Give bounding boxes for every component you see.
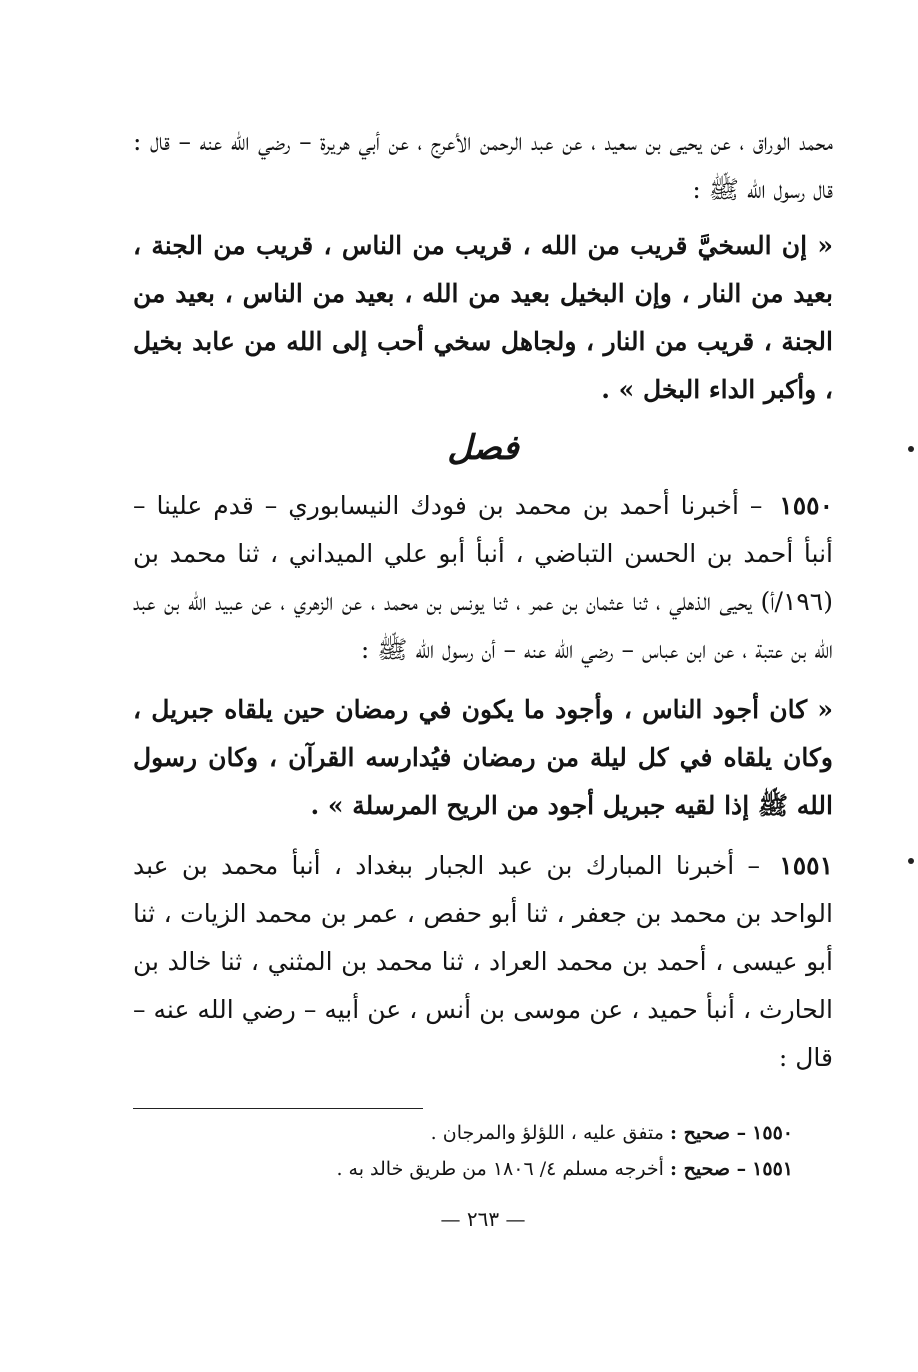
- book-page: [133, 118, 833, 1231]
- footnote-text: أخرجه مسلم ٤/ ١٨٠٦ من طريق خالد به .: [336, 1158, 664, 1180]
- margin-mark: [908, 858, 914, 864]
- footnote-label: – صحيح :: [669, 1158, 747, 1180]
- page-number: — ٢٦٣ —: [440, 1207, 526, 1231]
- entry-1550-number: ١٥٥٠: [779, 491, 833, 520]
- footnote-divider: [133, 1108, 423, 1109]
- entry-1551-isnad: [133, 842, 833, 1082]
- entry-1550-isnad: [133, 482, 833, 674]
- intro-paragraph: محمد الوراق ، عن يحيى بن سعيد ، عن عبد الرحمن الأعرج ، عن أبي هريرة – رضي الله عنه – قال : قال رسول الله ﷺ :: [133, 127, 833, 204]
- section-heading: فصل: [447, 428, 519, 468]
- footnote-number: ١٥٥٠: [752, 1122, 793, 1144]
- footnote-1551: [133, 1151, 833, 1187]
- entry-1551-number: ١٥٥١: [779, 851, 833, 880]
- entry-1550-matn: « كان أجود الناس ، وأجود ما يكون في رمضان حين يلقاه جبريل ، وكان يلقاه في كل ليلة من رمضان فيُدارسه القرآن ، وكان رسول الله ﷺ إذا لقيه جبريل أجود من الريح المرسلة » .: [133, 695, 833, 820]
- margin-mark: [908, 446, 914, 452]
- footnote-text: متفق عليه ، اللؤلؤ والمرجان .: [430, 1122, 664, 1144]
- footnote-number: ١٥٥١: [752, 1158, 793, 1180]
- footnote-label: – صحيح :: [669, 1122, 747, 1144]
- entry-1551-isnad-text: – أخبرنا المبارك بن عبد الجبار ببغداد ، أنبأ محمد بن عبد الواحد بن محمد بن جعفر ، ثنا أبو حفص ، عمر بن محمد الزيات ، ثنا أبو عيسى ، أحمد بن محمد العراد ، ثنا محمد بن المثني ، ثنا خالد بن الحارث ، أنبأ حميد ، عن موسى بن أنس ، عن أبيه – رضي الله عنه – قال :: [133, 851, 833, 1072]
- hadith-text-1: « إن السخيَّ قريب من الله ، قريب من الناس ، قريب من الجنة ، بعيد من النار ، وإن البخيل بعيد من الله ، بعيد من الناس ، بعيد من الجنة ، قريب من النار ، ولجاهل سخي أحب إلى الله من عابد بخيل ، وأكبر الداء البخل » .: [133, 231, 833, 404]
- entry-1550-isnad-text: – أخبرنا أحمد بن محمد بن فودك النيسابوري – قدم علينا – أنبأ أحمد بن الحسن التباضي ، أنبأ أبو علي الميداني ، ثنا محمد بن (١٩٦/أ) يحيى الذهلي ، ثنا عثمان بن عمر ، ثنا يونس بن محمد ، عن الزهري ، عن عبيد الله بن عبد الله بن عتبة ، عن ابن عباس – رضي الله عنه – أن رسول الله ﷺ :: [133, 491, 833, 664]
- footnote-1550: [133, 1115, 833, 1151]
